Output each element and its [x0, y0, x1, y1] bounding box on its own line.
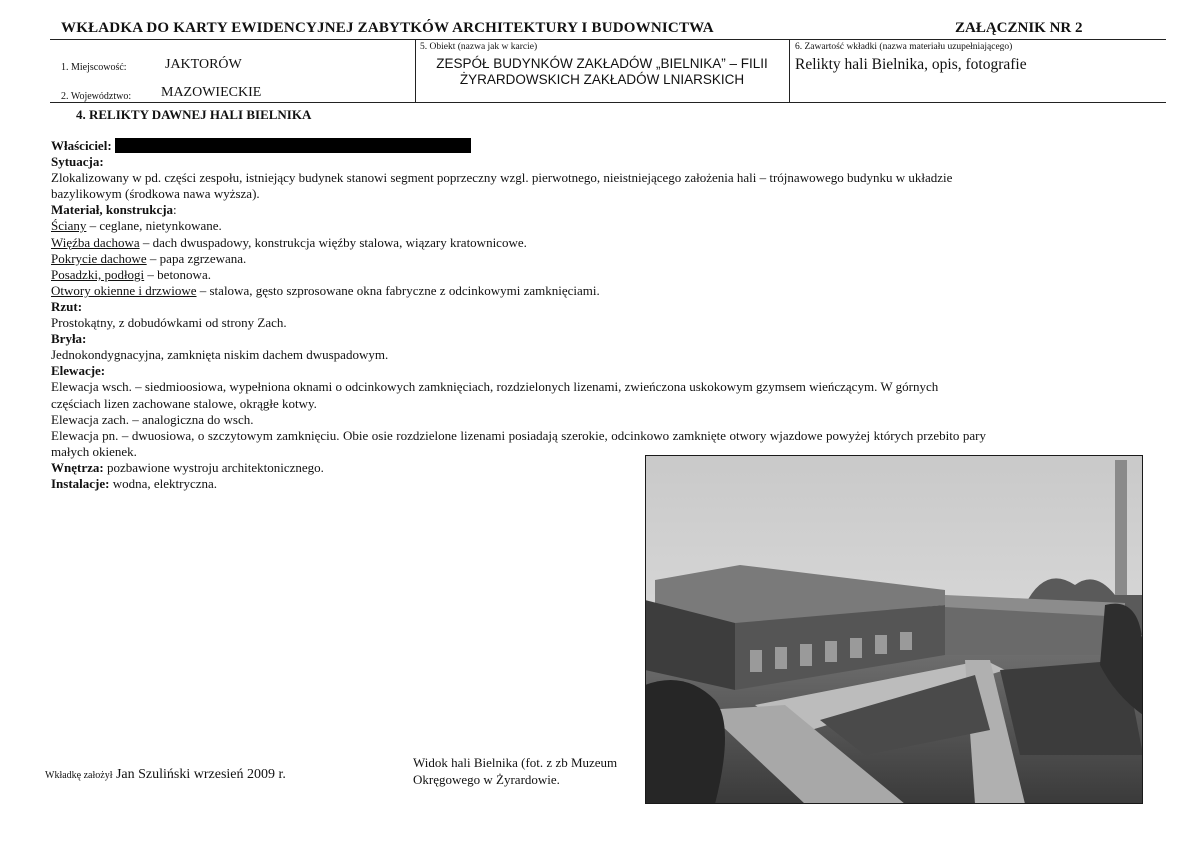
elevation-west: Elewacja zach. – analogiczna do wsch. — [51, 411, 254, 427]
material-heading: Materiał, konstrukcja: — [51, 202, 177, 218]
photo-caption: Widok hali Bielnika (fot. z zb Muzeum Okręgowego w Żyrardowie. — [413, 755, 618, 787]
mass-text: Jednokondygnacyjna, zamknięta niskim dachem dwuspadowym. — [51, 347, 389, 363]
object-value — [420, 56, 784, 88]
card-title: WKŁADKA DO KARTY EWIDENCYJNEJ ZABYTKÓW ARCHITEKTURY I BUDOWNICTWA — [61, 20, 714, 36]
material-item — [51, 283, 986, 299]
author-line — [45, 767, 286, 783]
divider-left — [415, 39, 416, 102]
factory-hall-photo — [645, 455, 1143, 804]
material-term: Ściany — [51, 218, 87, 234]
material-desc: – dach dwuspadowy, konstrukcja więźby stalowa, wiązary kratownicowe. — [139, 234, 527, 250]
material-item — [51, 235, 986, 251]
mass-label: Bryła: — [51, 331, 87, 347]
situation-text: Zlokalizowany w pd. części zespołu, istniejący budynek stanowi segment poprzeczny wzgl. pierwotnego, nieistniejącego założenia hali – trójnawowego budynku w układzie bazylikowym (środkowa nawa wyższa). — [51, 170, 953, 202]
owner-label: Właściciel: — [51, 138, 112, 153]
material-desc: – betonowa. — [144, 266, 211, 282]
object-label: 5. Obiekt (nazwa jak w karcie) — [420, 42, 538, 52]
author-prefix: Wkładkę założył — [45, 770, 113, 781]
elevation-north: Elewacja pn. – dwuosiowa, o szczytowym zamknięciu. Obie osie rozdzielone lizenami posiadają szerokie, odcinkowo zamknięte otwory wjazdowe powyżej których przebito pary małych okienek. — [51, 427, 986, 459]
plan-text: Prostokątny, z dobudówkami od strony Zach. — [51, 315, 287, 331]
owner-line — [51, 138, 986, 154]
elevation-east: Elewacja wsch. – siedmioosiowa, wypełniona oknami o odcinkowych zamknięciach, rozdzielonych lizenami, zwieńczona uskokowym gzymsem wieńczącym. W górnych częściach lizen zachowane stalowe, okrągłe kotwy. — [51, 379, 939, 411]
voivodeship-value: MAZOWIECKIE — [161, 85, 262, 100]
material-term: Otwory okienne i drzwiowe — [51, 282, 197, 298]
material-desc: – papa zgrzewana. — [146, 250, 247, 266]
description-body — [51, 138, 986, 492]
section-heading: 4. RELIKTY DAWNEJ HALI BIELNIKA — [76, 107, 312, 122]
contents-label: 6. Zawartość wkładki (nazwa materiału uzupełniającego) — [795, 42, 1013, 52]
author-name-date: Jan Szuliński wrzesień 2009 r. — [115, 767, 286, 782]
material-item — [51, 251, 986, 267]
elevations-label: Elewacje: — [51, 363, 106, 379]
locality-label: 1. Miejscowość: — [61, 62, 127, 73]
installations-label: Instalacje: — [51, 475, 110, 491]
header-bottom-rule — [50, 102, 1166, 103]
material-term: Posadzki, podłogi — [51, 266, 145, 282]
material-desc: – ceglane, nietynkowane. — [86, 218, 222, 234]
annex-number: ZAŁĄCZNIK NR 2 — [955, 20, 1083, 36]
divider-right — [789, 39, 790, 102]
material-term: Więźba dachowa — [51, 234, 140, 250]
interior-text: pozbawione wystroju architektonicznego. — [103, 459, 324, 475]
installations-text: wodna, elektryczna. — [109, 475, 218, 491]
material-desc: – stalowa, gęsto szprosowane okna fabryczne z odcinkowymi zamknięciami. — [196, 282, 600, 298]
material-item — [51, 218, 986, 234]
material-label: Materiał, konstrukcja — [51, 202, 174, 218]
material-item — [51, 267, 986, 283]
plan-label: Rzut: — [51, 298, 83, 314]
voivodeship-label: 2. Województwo: — [61, 91, 132, 102]
contents-value: Relikty hali Bielnika, opis, fotografie — [795, 56, 1027, 73]
redaction-bar — [115, 138, 471, 153]
object-value-line2: ŻYRARDOWSKICH ZAKŁADÓW LNIARSKICH — [459, 72, 745, 87]
object-value-line1: ZESPÓŁ BUDYNKÓW ZAKŁADÓW „BIELNIKA” – FILII — [436, 56, 768, 71]
header-top-rule — [50, 39, 1166, 40]
locality-value: JAKTORÓW — [165, 57, 242, 72]
situation-label: Sytuacja: — [51, 154, 104, 170]
interior-label: Wnętrza: — [51, 459, 104, 475]
material-term: Pokrycie dachowe — [51, 250, 147, 266]
